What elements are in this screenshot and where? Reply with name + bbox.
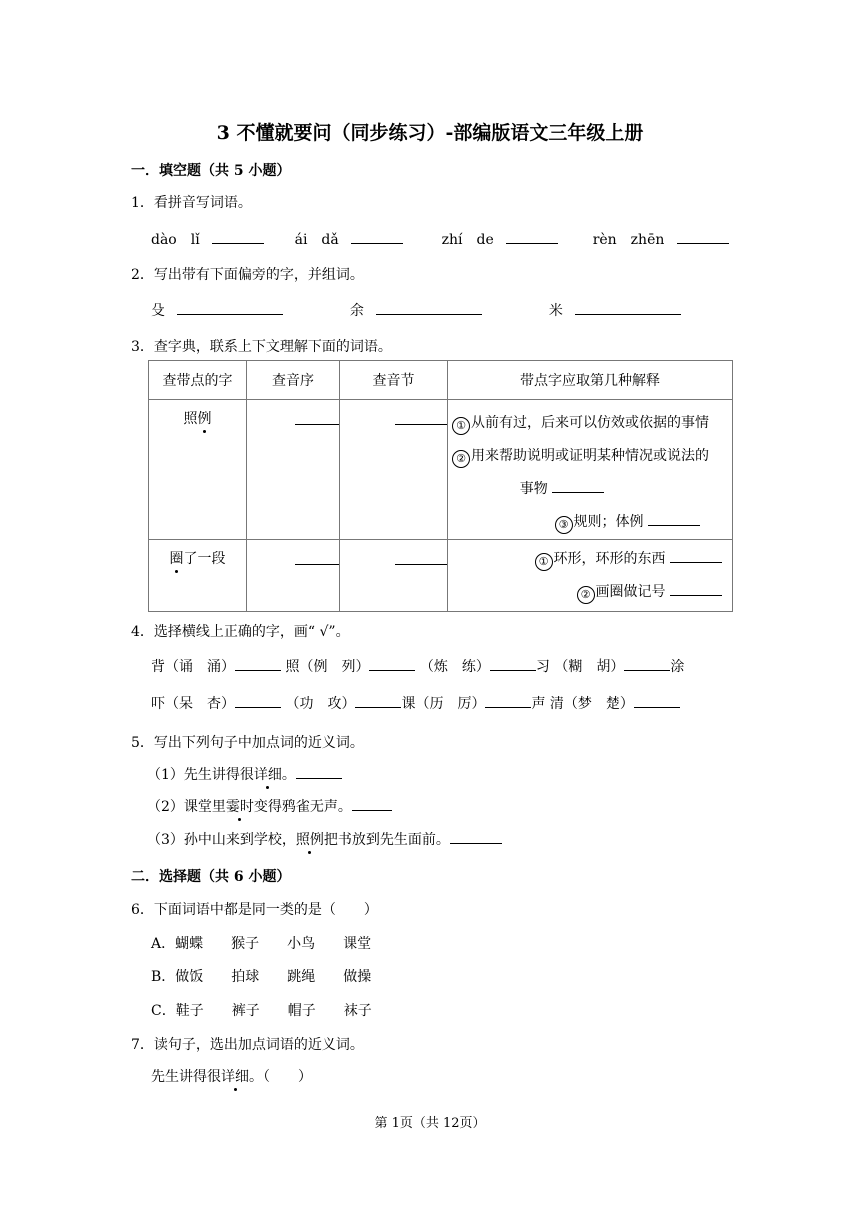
table-header-cell: 查音序: [247, 361, 340, 400]
explanation-2-continued: 事物: [452, 473, 732, 506]
question-5-sentence-2: （2）课堂里霎时变得鸦雀无声。: [147, 796, 392, 816]
question-1-pinyin-row: [151, 229, 729, 249]
section-choice-heading: 二．选择题（共 6 小题）: [131, 869, 291, 885]
question-5-sentence-3: （3）孙中山来到学校，照例把书放到先生面前。: [147, 829, 502, 849]
word-cell: 圈了一段: [149, 540, 247, 612]
question-7-sentence: 先生讲得很详细。（ ）: [151, 1066, 312, 1086]
answer-blank[interactable]: [575, 300, 681, 315]
explanation-3: ③ 规则；体例: [452, 506, 732, 539]
page-title: 3 不懂就要问（同步练习）-部编版语文三年级上册: [216, 122, 644, 144]
answer-blank[interactable]: [677, 229, 729, 244]
question-4-line-1: 背（诵 涌） 照（例 列） （炼 练） 习 （糊 胡） 涂: [151, 656, 684, 676]
question-1-stem: 1．看拼音写词语。: [131, 195, 252, 211]
answer-blank[interactable]: [295, 410, 339, 425]
answer-blank[interactable]: [235, 656, 281, 671]
explanation-1: ① 从前有过，后来可以仿效或依据的事情: [452, 407, 732, 440]
answer-blank[interactable]: [490, 656, 536, 671]
explanation-2: ② 用来帮助说明或证明某种情况或说法的: [452, 440, 732, 473]
answer-blank[interactable]: [296, 764, 342, 779]
word-cell: 照例: [149, 400, 247, 540]
table-header-cell: 带点字应取第几种解释: [448, 361, 733, 400]
question-7-stem: 7．读句子，选出加点词语的近义词。: [131, 1037, 364, 1053]
question-4-stem: 4．选择横线上正确的字，画“ √”。: [131, 624, 350, 640]
answer-blank[interactable]: [634, 693, 680, 708]
question-2-radical-row: [151, 300, 681, 320]
dictionary-table: [148, 360, 733, 612]
radical-item: 米: [548, 303, 563, 319]
initial-cell: [247, 540, 340, 612]
question-5-stem: 5．写出下列句子中加点词的近义词。: [131, 735, 364, 751]
answer-blank[interactable]: [295, 550, 339, 565]
syllable-cell: [340, 400, 448, 540]
answer-blank[interactable]: [670, 581, 722, 596]
answer-blank[interactable]: [351, 229, 403, 244]
question-5-sentence-1: （1）先生讲得很详细。: [147, 764, 342, 784]
answer-blank[interactable]: [395, 410, 447, 425]
radical-item: 余: [349, 303, 364, 319]
answer-blank[interactable]: [670, 548, 722, 563]
question-3-stem: 3．查字典，联系上下文理解下面的词语。: [131, 339, 392, 355]
answer-blank[interactable]: [506, 229, 558, 244]
table-header-cell: 查带点的字: [149, 361, 247, 400]
radical-item: 殳: [151, 303, 165, 319]
answer-blank[interactable]: [376, 300, 482, 315]
answer-blank[interactable]: [485, 693, 531, 708]
answer-blank[interactable]: [355, 693, 401, 708]
answer-blank[interactable]: [177, 300, 283, 315]
pinyin-item: zhí de: [441, 232, 494, 248]
answer-blank[interactable]: [624, 656, 670, 671]
answer-blank[interactable]: [235, 693, 281, 708]
question-2-stem: 2．写出带有下面偏旁的字，并组词。: [131, 267, 364, 283]
explanation-cell: [448, 400, 733, 540]
option-a[interactable]: A．蝴蝶 猴子 小鸟 课堂: [151, 936, 372, 952]
syllable-cell: [340, 540, 448, 612]
page-footer: 第 1页（共 12页）: [374, 1116, 486, 1131]
pinyin-item: ái dǎ: [294, 232, 339, 248]
answer-blank[interactable]: [395, 550, 447, 565]
section-fill-in-heading: 一．填空题（共 5 小题）: [131, 163, 291, 179]
question-4-line-2: 吓（呆 杏） （功 攻） 课（历 厉） 声 清（梦 楚）: [151, 693, 680, 713]
table-header-cell: 查音节: [340, 361, 448, 400]
explanation-cell: [448, 540, 733, 612]
answer-blank[interactable]: [648, 511, 700, 526]
pinyin-item: rèn zhēn: [592, 232, 665, 248]
option-b[interactable]: B．做饭 拍球 跳绳 做操: [151, 969, 372, 985]
answer-blank[interactable]: [352, 796, 392, 811]
option-c[interactable]: C．鞋子 裤子 帽子 袜子: [151, 1003, 372, 1019]
question-6-stem: 6．下面词语中都是同一类的是（ ）: [131, 902, 378, 918]
answer-blank[interactable]: [552, 478, 604, 493]
answer-blank[interactable]: [450, 829, 502, 844]
initial-cell: [247, 400, 340, 540]
explanation-1: ① 环形，环形的东西: [448, 543, 722, 576]
pinyin-item: dào lǐ: [151, 232, 200, 248]
explanation-2: ② 画圈做记号: [448, 576, 722, 609]
answer-blank[interactable]: [212, 229, 264, 244]
answer-blank[interactable]: [369, 656, 415, 671]
